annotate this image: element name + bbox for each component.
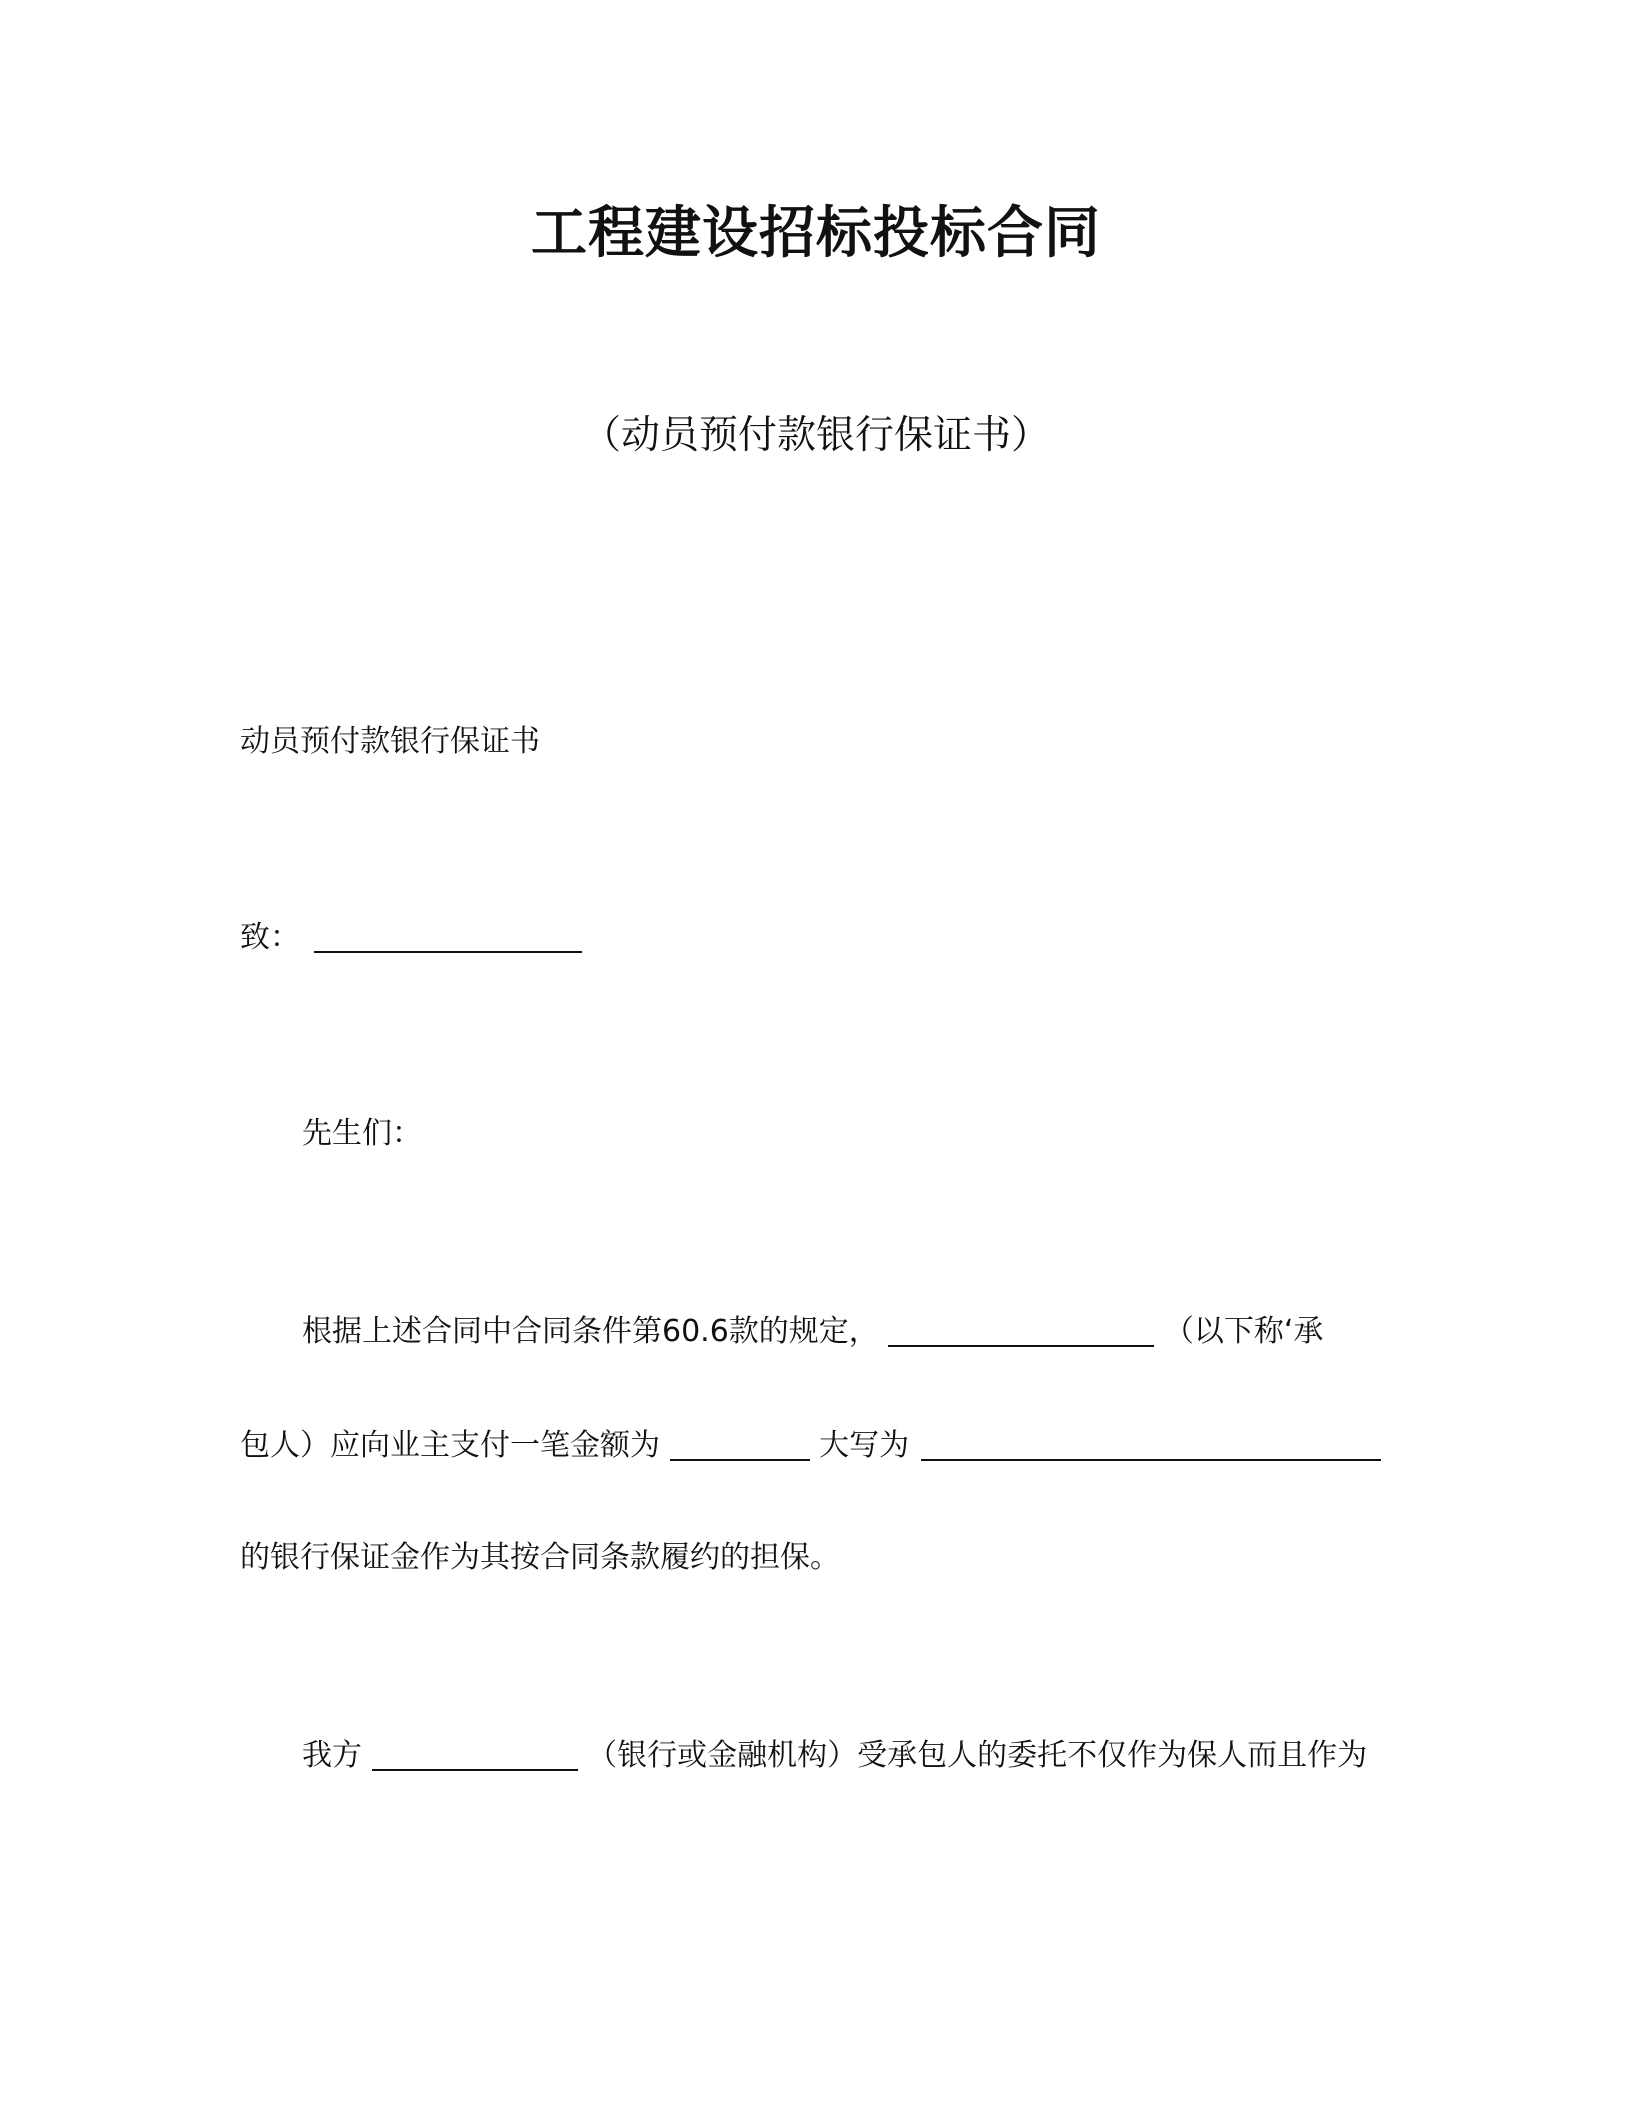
addressee-blank[interactable] [314,917,582,953]
contractor-name-blank[interactable] [888,1311,1154,1347]
paragraph-1-text-c: 包人）应向业主支付一笔金额为 [240,1428,660,1463]
document-subtitle: （动员预付款银行保证书） [581,413,1050,458]
to-label: 致： [240,920,300,955]
paragraph-1-text-d: 大写为 [819,1428,910,1463]
paragraph-1-line-2 [240,1424,1381,1468]
amount-in-words-blank[interactable] [921,1425,1381,1461]
paragraph-2-text-b: （银行或金融机构）受承包人的委托不仅作为保人而且作为 [587,1738,1368,1773]
paragraph-2-text-a: 我方 [302,1738,362,1773]
bank-name-blank[interactable] [372,1735,578,1771]
paragraph-1-text-b: （以下称‘承 [1163,1314,1324,1349]
section-heading: 动员预付款银行保证书 [240,724,540,759]
addressee-line [240,916,582,960]
paragraph-1-line-3: 的银行保证金作为其按合同条款履约的担保。 [240,1540,840,1575]
salutation: 先生们： [302,1116,422,1151]
paragraph-1-line-1 [302,1310,1323,1354]
paragraph-1-text-a: 根据上述合同中合同条件第60.6款的规定， [302,1314,879,1349]
paragraph-2-line-1 [302,1734,1367,1778]
amount-blank[interactable] [670,1425,810,1461]
document-title: 工程建设招标投标合同 [531,201,1101,266]
